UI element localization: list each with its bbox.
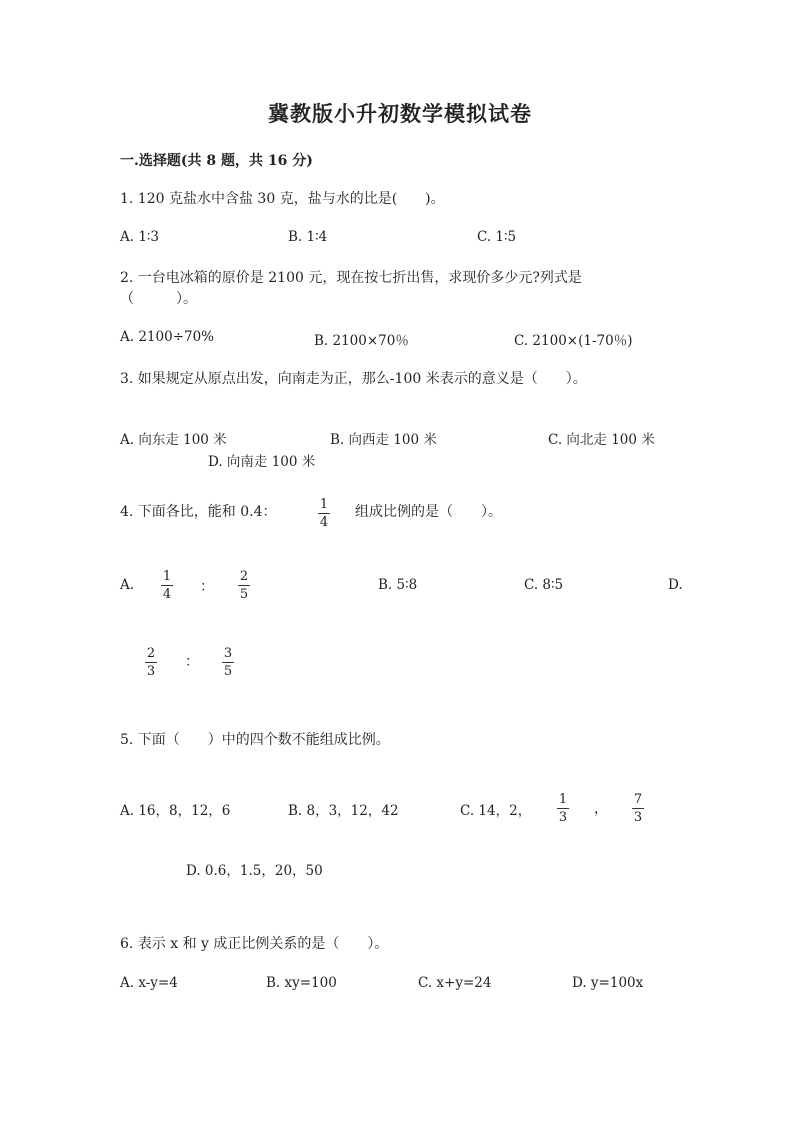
question-4-option-d-label[interactable]: D. (668, 577, 683, 593)
question-1-stem: 1. 120 克盐水中含盐 30 克，盐与水的比是( )。 (120, 191, 445, 207)
question-2-option-b[interactable]: B. 2100×70％ (314, 333, 409, 349)
question-3-option-d[interactable]: D. 向南走 100 米 (208, 454, 316, 470)
question-3-option-c[interactable]: C. 向北走 100 米 (548, 432, 655, 448)
question-4-stem-pre: 4. 下面各比，能和 0.4： (120, 504, 277, 520)
question-4-option-d-fraction-1 (145, 646, 157, 679)
question-3-option-b[interactable]: B. 向西走 100 米 (330, 432, 437, 448)
fraction-numerator: 2 (239, 569, 249, 584)
question-4-option-b[interactable]: B. 5∶8 (378, 577, 418, 593)
question-6-option-c[interactable]: C. x+y=24 (418, 975, 492, 991)
fraction-denominator: 4 (319, 515, 329, 530)
fraction-numerator: 7 (633, 792, 643, 807)
fraction-numerator: 1 (319, 497, 329, 512)
question-2-option-a[interactable]: A. 2100÷70% (120, 329, 215, 345)
fraction-denominator: 4 (162, 587, 172, 602)
list-separator: ， (594, 801, 608, 817)
fraction-denominator: 5 (239, 587, 249, 602)
question-4-option-a-fraction-2 (238, 569, 250, 602)
page-title: 冀教版小升初数学模拟试卷 (268, 101, 532, 126)
question-3-stem: 3. 如果规定从原点出发，向南走为正，那么-100 米表示的意义是（ ）。 (120, 371, 587, 387)
question-4-option-a-fraction-1 (161, 569, 173, 602)
fraction-denominator: 3 (558, 810, 568, 825)
fraction-numerator: 3 (223, 646, 233, 661)
question-1-option-b[interactable]: B. 1∶4 (288, 229, 328, 245)
question-6-stem: 6. 表示 x 和 y 成正比例关系的是（ ）。 (120, 936, 389, 952)
question-5-option-b[interactable]: B. 8，3，12，42 (288, 803, 399, 819)
question-1-option-a[interactable]: A. 1∶3 (120, 229, 160, 245)
fraction-denominator: 5 (223, 664, 233, 679)
question-5-option-d[interactable]: D. 0.6，1.5，20，50 (186, 863, 323, 879)
question-5-option-a[interactable]: A. 16，8，12，6 (120, 803, 231, 819)
question-4-option-c[interactable]: C. 8∶5 (524, 577, 564, 593)
ratio-colon: ： (185, 654, 199, 670)
question-6-option-b[interactable]: B. xy=100 (266, 975, 337, 991)
question-6-option-a[interactable]: A. x-y=4 (120, 975, 178, 991)
question-5-option-c[interactable]: C. 14，2， (460, 803, 532, 819)
question-6-option-d[interactable]: D. y=100x (572, 975, 644, 991)
fraction-numerator: 1 (162, 569, 172, 584)
question-4-stem-fraction (318, 497, 330, 530)
question-5-option-c-fraction-1 (557, 792, 569, 825)
question-5-stem: 5. 下面（ ）中的四个数不能组成比例。 (120, 732, 390, 748)
question-1-option-c[interactable]: C. 1∶5 (477, 229, 517, 245)
question-4-option-a-label[interactable]: A. (120, 577, 135, 593)
question-2-stem-line2: （ ）。 (120, 291, 197, 307)
ratio-colon: ： (200, 579, 214, 595)
fraction-denominator: 3 (146, 664, 156, 679)
question-3-option-a[interactable]: A. 向东走 100 米 (120, 432, 227, 448)
fraction-denominator: 3 (633, 810, 643, 825)
section-heading: 一.选择题(共 8 题，共 16 分) (120, 153, 313, 169)
fraction-numerator: 1 (558, 792, 568, 807)
fraction-numerator: 2 (146, 646, 156, 661)
question-5-option-c-fraction-2 (632, 792, 644, 825)
question-2-stem-line1: 2. 一台电冰箱的原价是 2100 元，现在按七折出售，求现价多少元?列式是 (120, 270, 582, 286)
question-2-option-c[interactable]: C. 2100×(1-70％) (514, 333, 633, 349)
question-4-option-d-fraction-2 (222, 646, 234, 679)
question-4-stem-post: 组成比例的是（ ）。 (355, 504, 502, 520)
